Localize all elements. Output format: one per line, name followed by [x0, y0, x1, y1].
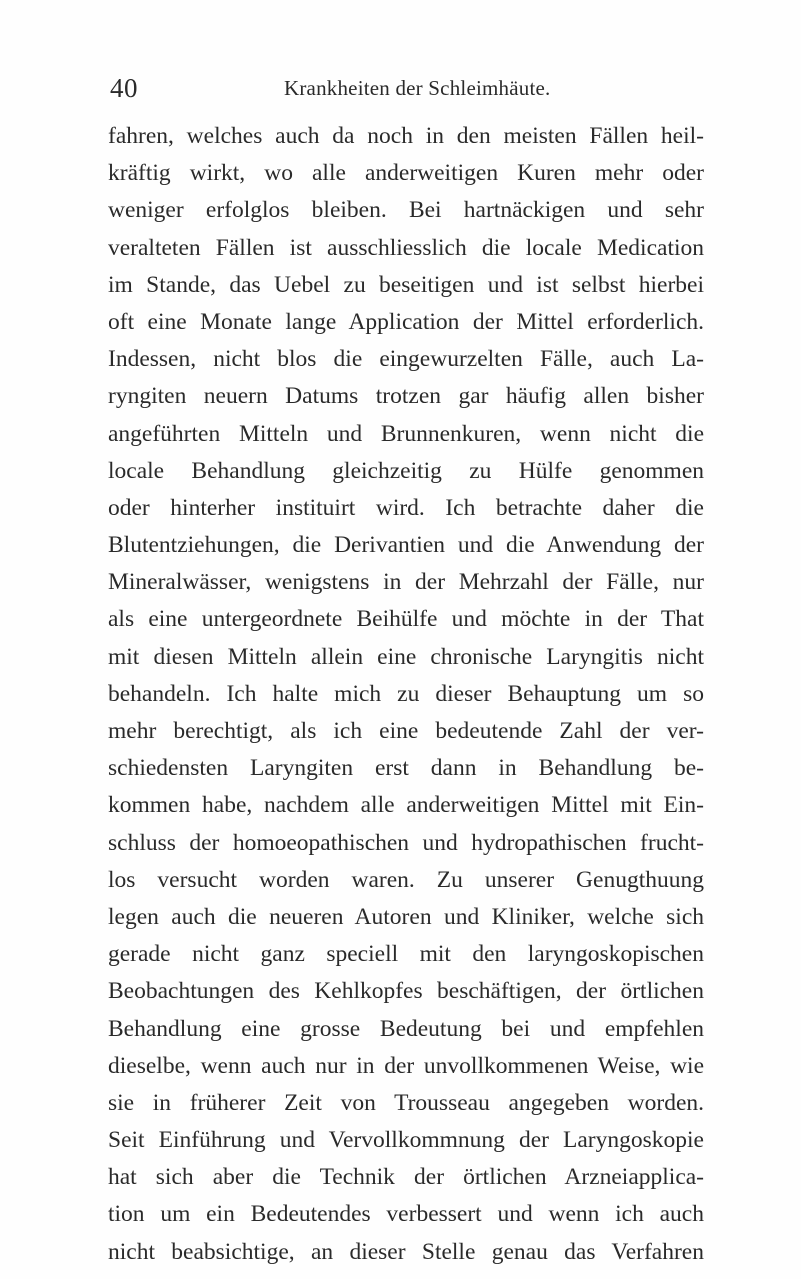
- text-line: schiedensten Laryngiten erst dann in Behandlung be-: [108, 755, 704, 782]
- text-line: sie in früherer Zeit von Trousseau angegeben worden.: [108, 1089, 704, 1116]
- text-line: Seit Einführung und Vervollkommnung der Laryngoskopie: [108, 1127, 704, 1154]
- text-line: kommen habe, nachdem alle anderweitigen Mittel mit Ein-: [108, 792, 704, 819]
- text-line: als eine untergeordnete Beihülfe und möchte in der That: [108, 606, 704, 633]
- text-line: veralteten Fällen ist ausschliesslich die locale Medication: [108, 234, 704, 261]
- text-line: behandeln. Ich halte mich zu dieser Behauptung um so: [108, 680, 704, 707]
- text-line: mit diesen Mitteln allein eine chronische Laryngitis nicht: [108, 643, 704, 670]
- text-line: kräftig wirkt, wo alle anderweitigen Kuren mehr oder: [108, 160, 704, 187]
- text-line: Indessen, nicht blos die eingewurzelten Fälle, auch La-: [108, 346, 704, 373]
- text-line: tion um ein Bedeutendes verbessert und wenn ich auch: [108, 1201, 704, 1228]
- text-line: nicht beabsichtige, an dieser Stelle genau das Verfahren: [108, 1238, 704, 1265]
- text-line: weniger erfolglos bleiben. Bei hartnäckigen und sehr: [108, 197, 704, 224]
- text-line: Beobachtungen des Kehlkopfes beschäftigen, der örtlichen: [108, 978, 704, 1005]
- text-line: Mineralwässer, wenigstens in der Mehrzahl der Fälle, nur: [108, 569, 704, 596]
- text-line: ryngiten neuern Datums trotzen gar häufig allen bisher: [108, 383, 704, 410]
- body-text: [108, 118, 704, 1271]
- text-line: angeführten Mitteln und Brunnenkuren, wenn nicht die: [108, 420, 704, 447]
- text-line: oder hinterher instituirt wird. Ich betrachte daher die: [108, 494, 704, 521]
- page-number: 40: [110, 73, 138, 103]
- text-line: gerade nicht ganz speciell mit den laryngoskopischen: [108, 941, 704, 968]
- text-line: legen auch die neueren Autoren und Kliniker, welche sich: [108, 903, 704, 930]
- text-line: schluss der homoeopathischen und hydropathischen frucht-: [108, 829, 704, 856]
- running-head: [110, 70, 700, 106]
- text-line: los versucht worden waren. Zu unserer Genugthuung: [108, 866, 704, 893]
- text-line: dieselbe, wenn auch nur in der unvollkommenen Weise, wie: [108, 1052, 704, 1079]
- text-line: fahren, welches auch da noch in den meisten Fällen heil-: [108, 123, 704, 149]
- text-line: im Stande, das Uebel zu beseitigen und ist selbst hierbei: [108, 271, 704, 298]
- text-line: locale Behandlung gleichzeitig zu Hülfe genommen: [108, 457, 704, 484]
- text-line: mehr berechtigt, als ich eine bedeutende Zahl der ver-: [108, 718, 704, 744]
- text-line: oft eine Monate lange Application der Mittel erforderlich.: [108, 308, 704, 335]
- text-line: hat sich aber die Technik der örtlichen Arzneiapplica-: [108, 1164, 704, 1191]
- text-line: Blutentziehungen, die Derivantien und die Anwendung der: [108, 532, 704, 559]
- text-line: Behandlung eine grosse Bedeutung bei und empfehlen: [108, 1015, 704, 1042]
- running-title: Krankheiten der Schleimhäute.: [284, 76, 551, 100]
